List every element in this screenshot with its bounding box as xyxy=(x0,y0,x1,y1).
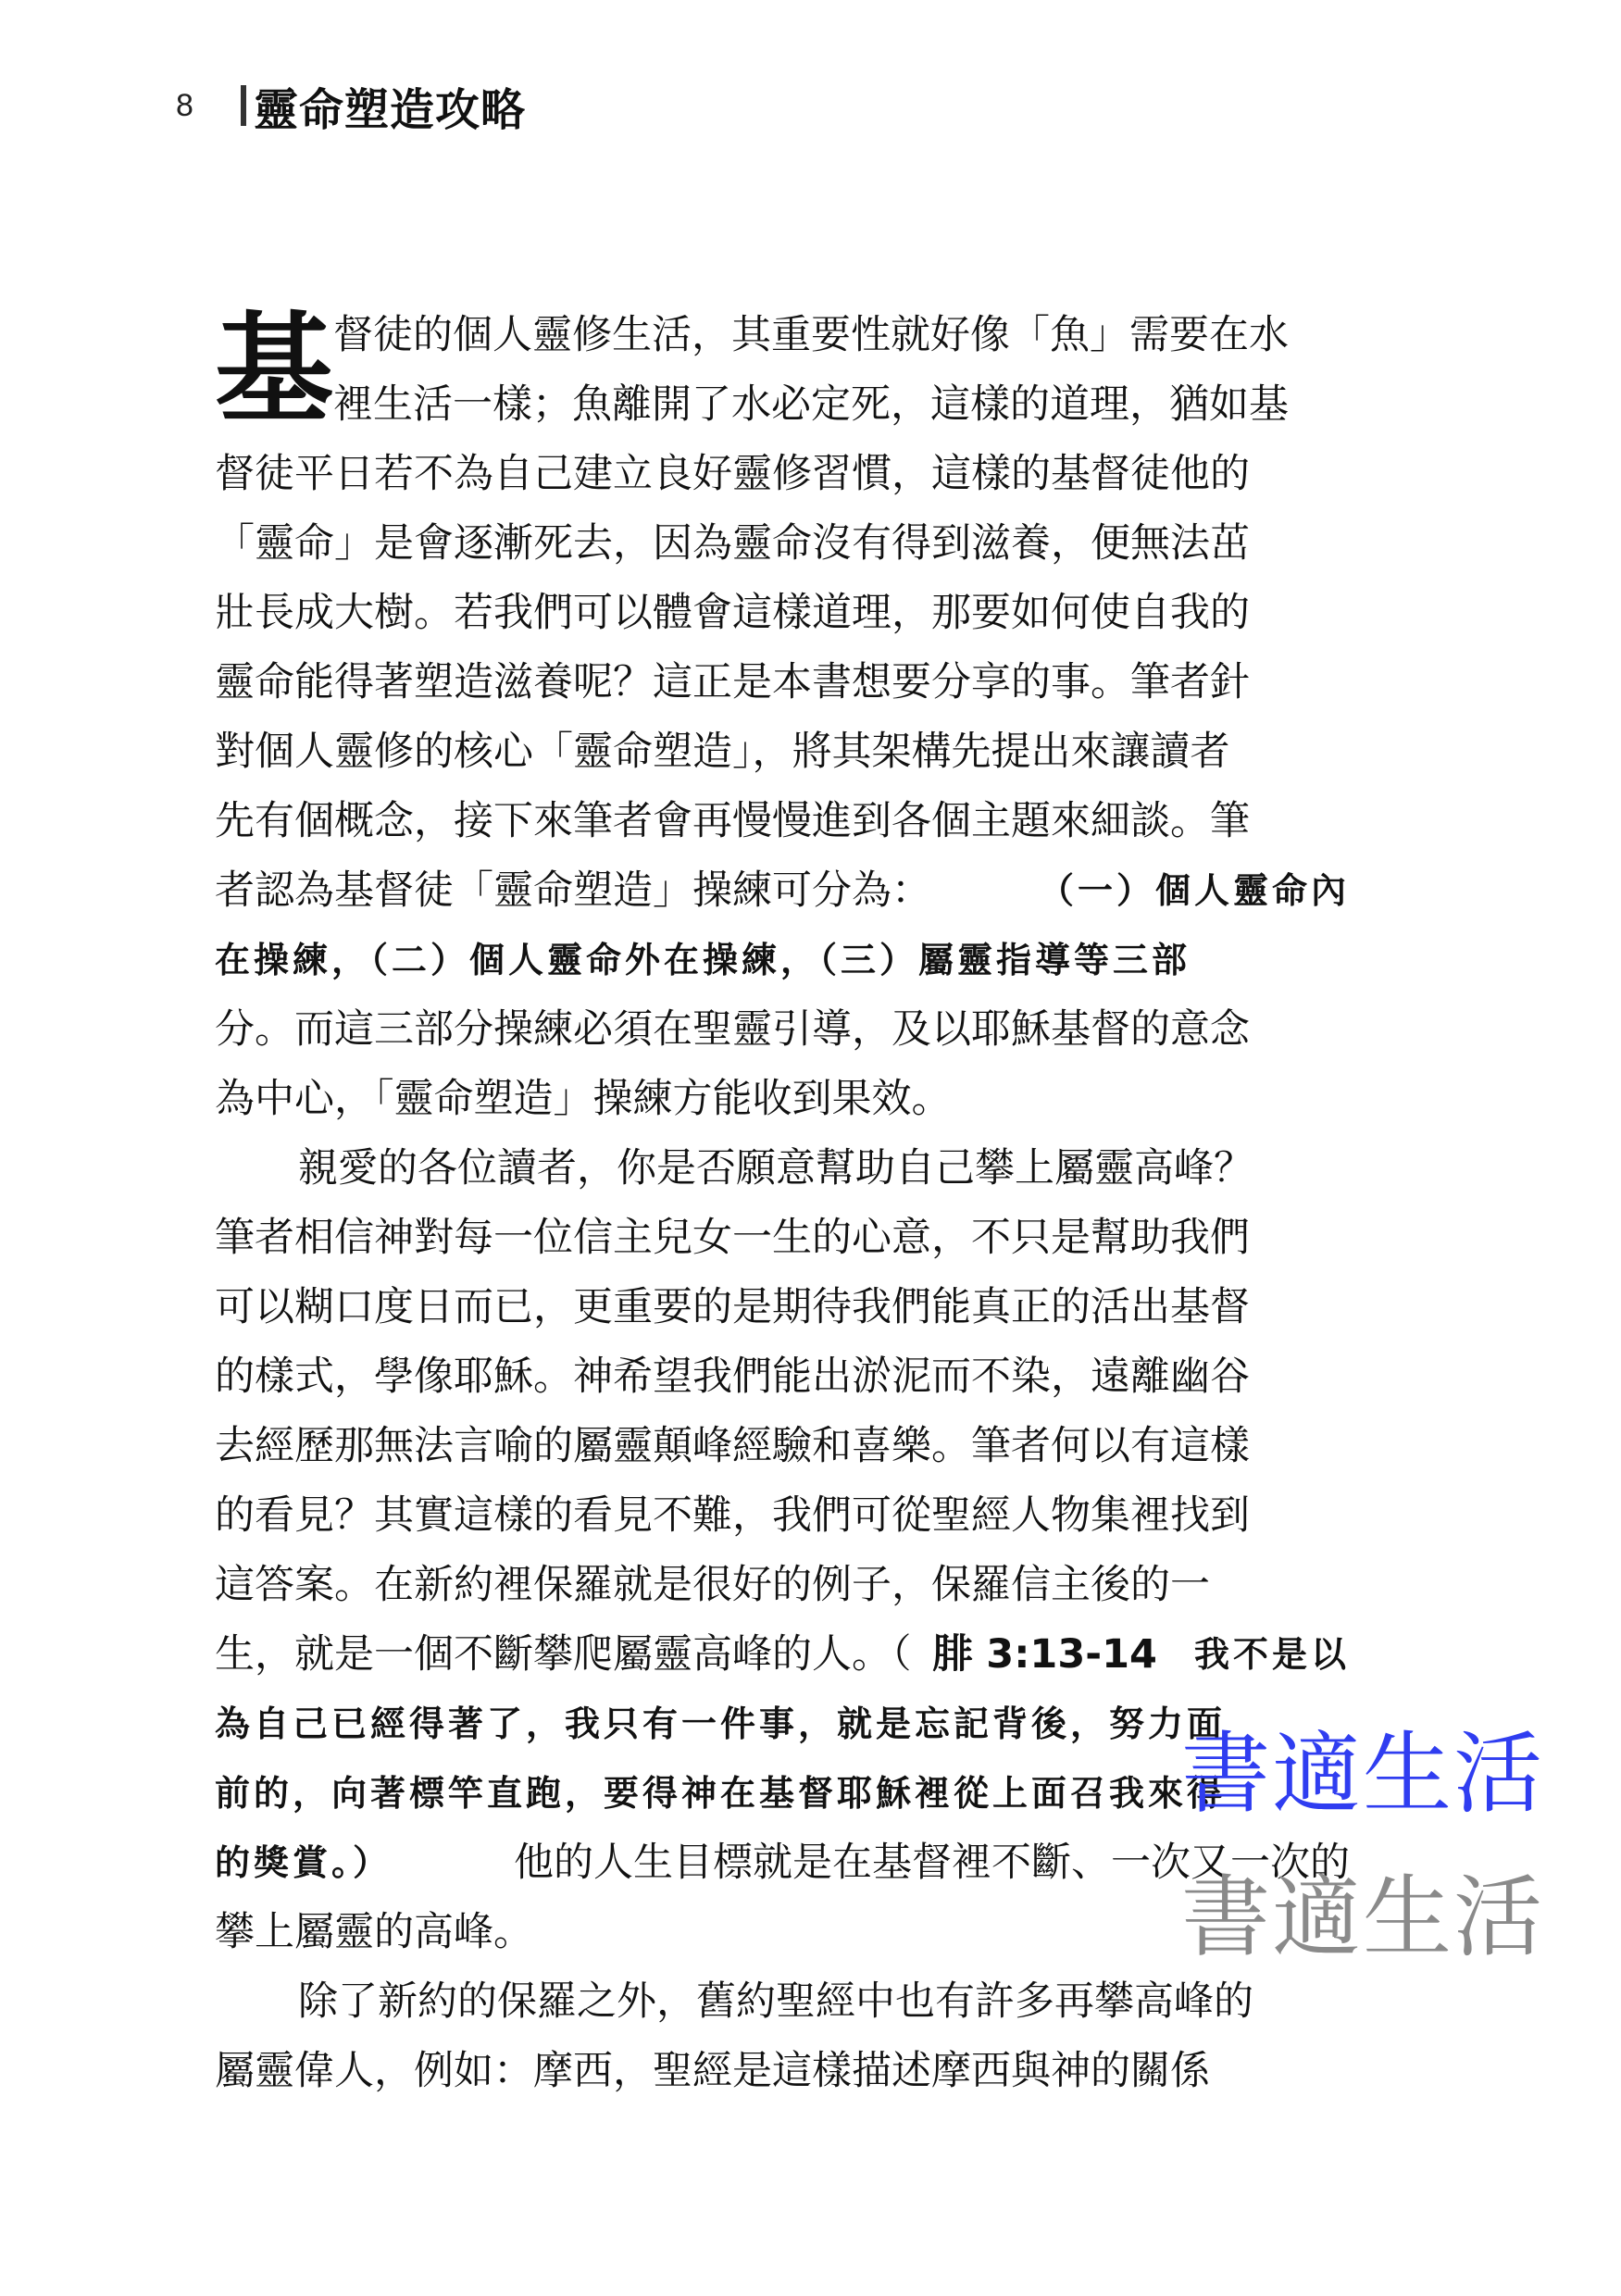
text-line: 靈命能得著塑造滋養呢？這正是本書想要分享的事。筆者針 xyxy=(215,659,1250,705)
text-line: 的獎賞。） 他的人生目標就是在基督裡不斷、一次又一次的 xyxy=(215,1828,1350,1898)
watermark-secondary: 書適生活 xyxy=(1181,1866,1544,1969)
emphasis-text: （一）個人靈命內 xyxy=(1038,870,1350,911)
text-line xyxy=(215,1759,1350,1828)
text-line: 督徒的個人靈修生活，其重要性就好像「魚」需要在水 xyxy=(333,312,1289,358)
header-divider-bar xyxy=(241,85,246,126)
text-line: 可以糊口度日而已，更重要的是期待我們能真正的活出基督 xyxy=(215,1284,1250,1330)
scripture-reference: 腓 3:13-14 xyxy=(932,1631,1157,1678)
page-number: 8 xyxy=(176,87,193,123)
body-text xyxy=(215,301,1350,2106)
emphasis-text: 在操練，（二）個人靈命外在操練，（三）屬靈指導等三部 xyxy=(215,940,1191,980)
text-line: 筆者相信神對每一位信主兒女一生的心意，不只是幫助我們 xyxy=(215,1215,1250,1261)
scripture-quote: 的獎賞。） xyxy=(215,1842,393,1883)
text-line: 督徒平日若不為自己建立良好靈修習慣，這樣的基督徒他的 xyxy=(215,451,1250,497)
text-line: 先有個概念，接下來筆者會再慢慢進到各個主題來細談。筆 xyxy=(215,798,1250,844)
scripture-quote: 前的，向著標竿直跑，要得神在基督耶穌裡從上面召我來得 xyxy=(215,1773,1227,1814)
text-line xyxy=(215,926,1350,995)
scripture-quote: 為自己已經得著了，我只有一件事，就是忘記背後，努力面 xyxy=(215,1703,1227,1744)
text-line: 屬靈偉人，例如：摩西，聖經是這樣描述摩西與神的關係 xyxy=(215,2048,1210,2094)
running-header xyxy=(176,78,527,136)
scripture-quote: 我不是以 xyxy=(1178,1634,1350,1675)
text-line: 的樣式，學像耶穌。神希望我們能出淤泥而不染，遠離幽谷 xyxy=(215,1354,1250,1400)
text-line: 這答案。在新約裡保羅就是很好的例子，保羅信主後的一 xyxy=(215,1562,1210,1608)
text-line: 親愛的各位讀者，你是否願意幫助自己攀上屬靈高峰？ xyxy=(298,1145,1253,1192)
text-line: 裡生活一樣；魚離開了水必定死，這樣的道理，猶如基 xyxy=(333,381,1289,428)
text-line: 去經歷那無法言喻的屬靈顛峰經驗和喜樂。筆者何以有這樣 xyxy=(215,1423,1250,1469)
text-line: 壯長成大樹。若我們可以體會這樣道理，那要如何使自我的 xyxy=(215,590,1250,636)
text-line: 分。而這三部分操練必須在聖靈引導，及以耶穌基督的意念 xyxy=(215,1006,1250,1053)
text-line: 者認為基督徒「靈命塑造」操練可分為： （一）個人靈命內 xyxy=(215,856,1350,926)
text-line: 為中心，「靈命塑造」操練方能收到果效。 xyxy=(215,1076,952,1122)
text-line: 生，就是一個不斷攀爬屬靈高峰的人。（ 腓 3:13-14 我不是以 xyxy=(215,1620,1350,1690)
text-line: 除了新約的保羅之外，舊約聖經中也有許多再攀高峰的 xyxy=(298,1978,1253,2025)
watermark-primary: 書適生活 xyxy=(1181,1722,1544,1826)
text-line: 對個人靈修的核心「靈命塑造」，將其架構先提出來讓讀者 xyxy=(215,729,1230,775)
book-title: 靈命塑造攻略 xyxy=(254,83,527,136)
text-line: 攀上屬靈的高峰。 xyxy=(215,1909,533,1955)
drop-cap: 基 xyxy=(215,300,334,439)
text-line xyxy=(215,1690,1350,1759)
text-line: 的看見？其實這樣的看見不難，我們可從聖經人物集裡找到 xyxy=(215,1492,1250,1539)
text-line: 「靈命」是會逐漸死去，因為靈命沒有得到滋養，便無法茁 xyxy=(215,520,1250,567)
